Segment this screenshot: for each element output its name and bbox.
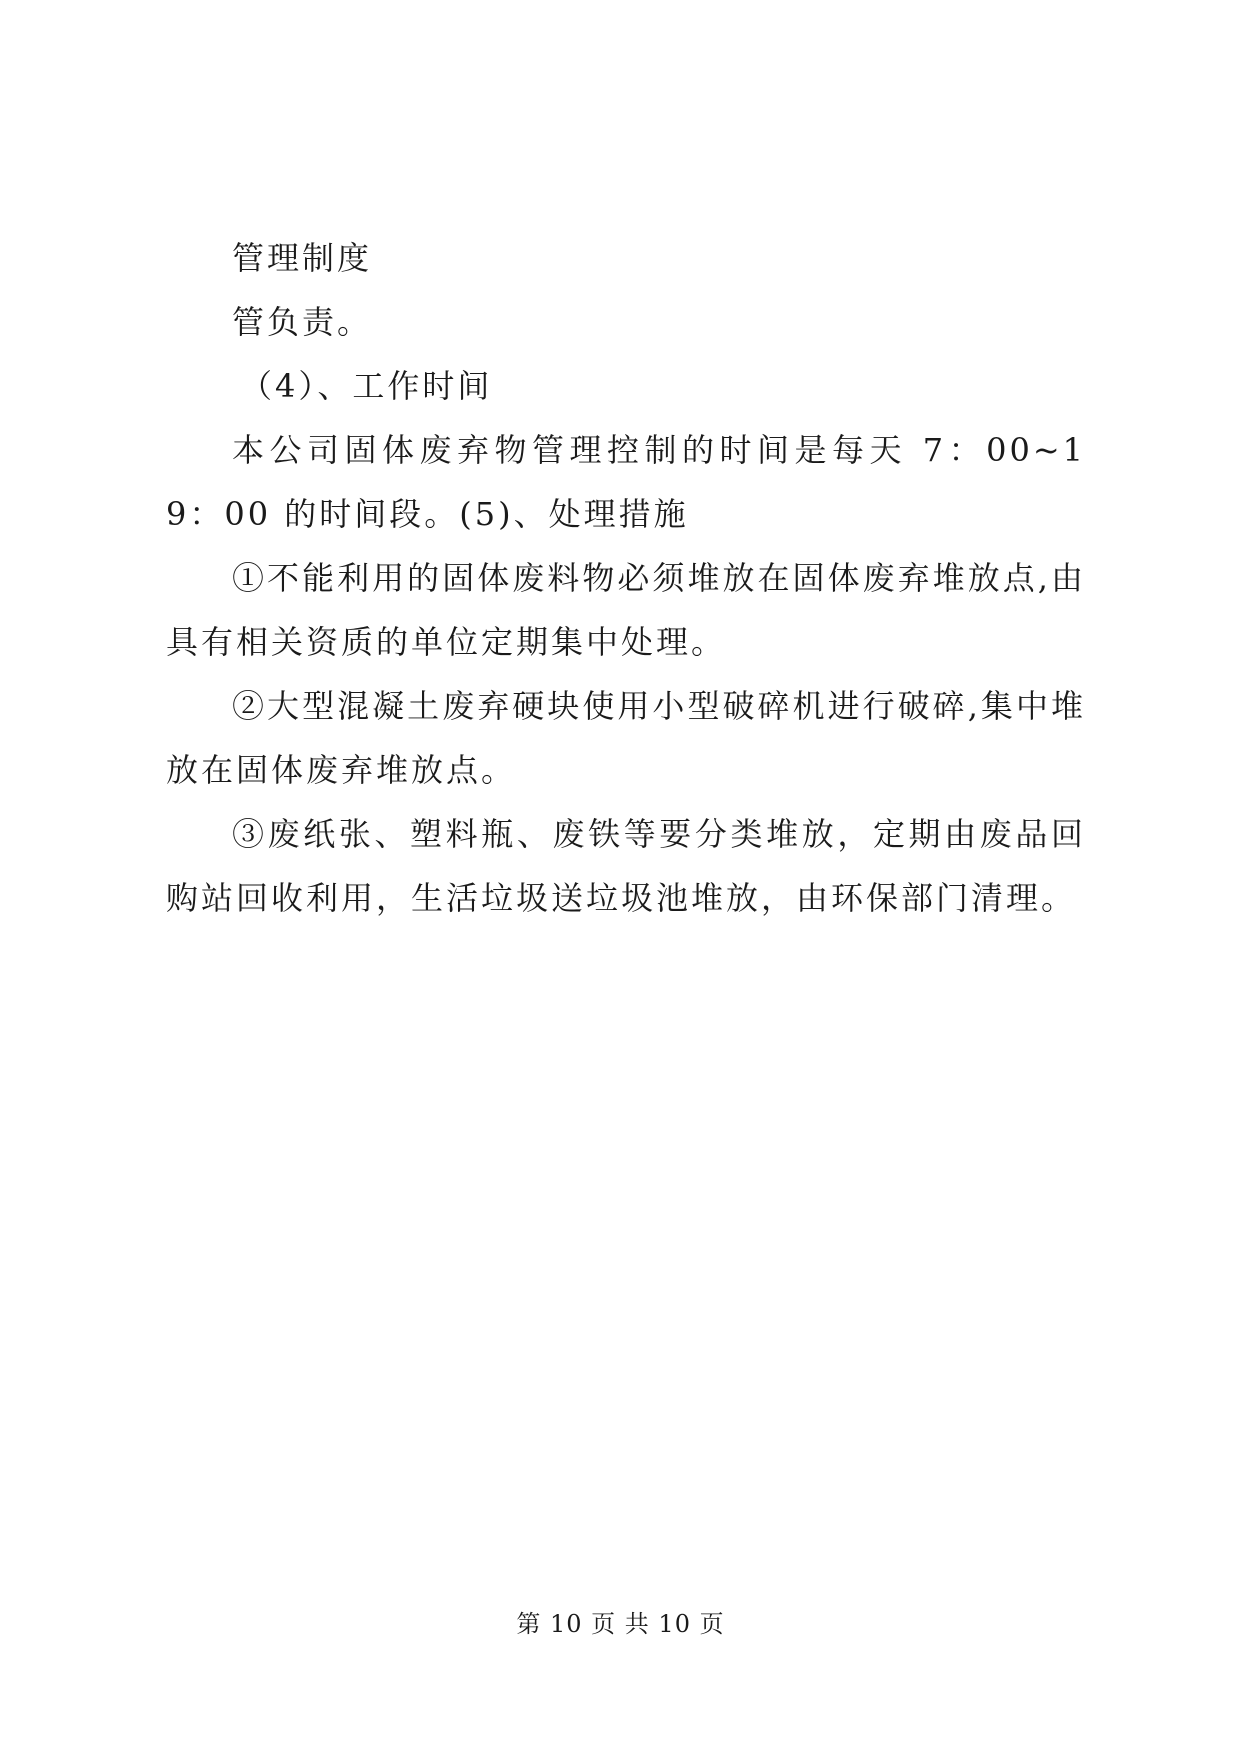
paragraph-measure-3: ③废纸张、塑料瓶、废铁等要分类堆放，定期由废品回购站回收利用，生活垃圾送垃圾池堆放，由环保部门清理。 (166, 815, 1086, 917)
page-number-footer: 第 10 页 共 10 页 (516, 1610, 725, 1638)
paragraph-measure-1: ①不能利用的固体废料物必须堆放在固体废弃堆放点,由具有相关资质的单位定期集中处理。 (166, 559, 1086, 661)
paragraph-section-work-time: （4）、工作时间 (240, 367, 493, 405)
document-body (166, 226, 1086, 930)
paragraph-measure-2: ②大型混凝土废弃硬块使用小型破碎机进行破碎,集中堆放在固体废弃堆放点。 (166, 687, 1086, 789)
paragraph-work-time-details: 本公司固体废弃物管理控制的时间是每天 7：00~19：00 的时间段。(5)、处理措施 (166, 431, 1086, 533)
paragraph-heading-management-system: 管理制度 (232, 239, 373, 277)
paragraph-responsibility: 管负责。 (232, 303, 373, 341)
